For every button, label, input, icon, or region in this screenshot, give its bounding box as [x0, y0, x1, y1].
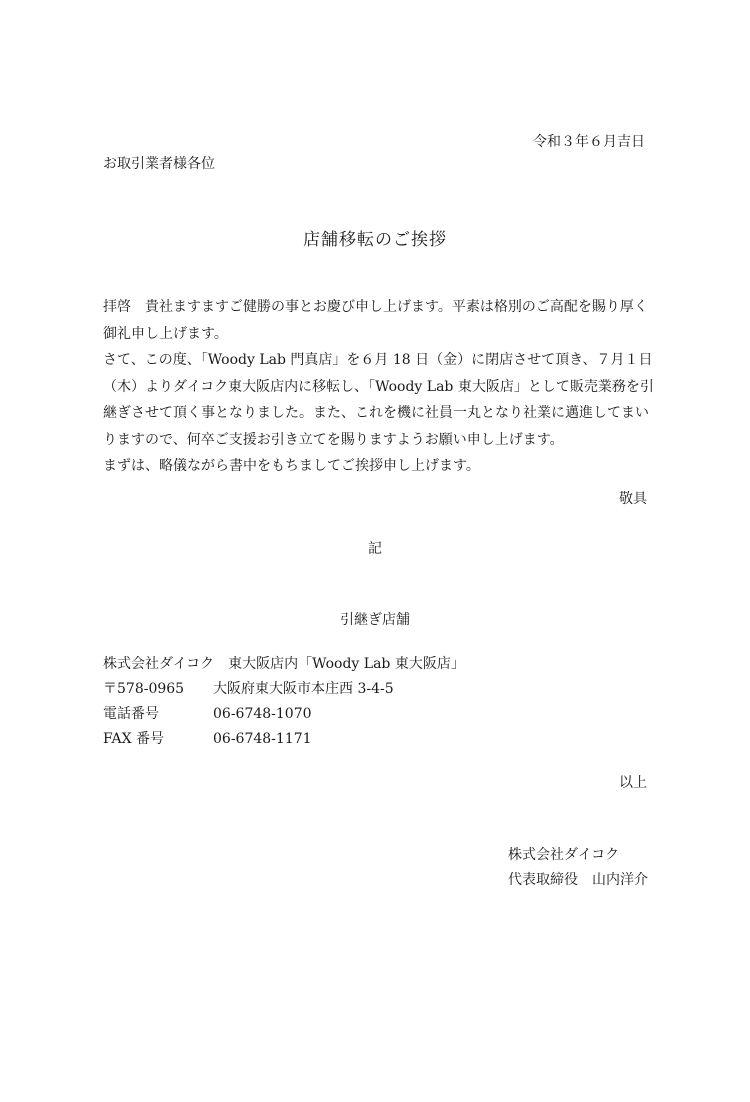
phone-label: 電話番号 [103, 706, 159, 722]
body-line: 御礼申し上げます。 [103, 325, 228, 342]
body-line: りますので、何卒ご支援お引き立てを賜りますようお願い申し上げます。 [103, 431, 564, 448]
body-line: （木）よりダイコク東大阪店内に移転し、「Woody Lab 東大阪店」として販売業務を引 [103, 378, 654, 395]
body-line: さて、この度、「Woody Lab 門真店」を６月 18 日（金）に閉店させて頂き、７月１日 [103, 352, 653, 368]
ki-mark: 記 [368, 541, 382, 557]
signature-company: 株式会社ダイコク [508, 847, 620, 863]
end-mark: 以上 [619, 775, 647, 791]
fax-number: 06-6748-1171 [213, 731, 312, 747]
fax-label: FAX 番号 [103, 731, 165, 747]
postal-row [103, 677, 394, 701]
store-name: 株式会社ダイコク 東大阪店内「Woody Lab 東大阪店」 [103, 656, 465, 672]
fax-row [103, 727, 312, 751]
address: 大阪府東大阪市本庄西 3-4-5 [213, 681, 394, 697]
document-title: 店舗移転のご挨拶 [303, 230, 447, 250]
phone-number: 06-6748-1070 [213, 706, 312, 722]
document-date: 令和３年６月吉日 [533, 134, 645, 150]
postal-code: 〒578-0965 [103, 681, 185, 697]
body-line: 継ぎさせて頂く事となりました。また、これを機に社員一丸となり社業に邁進してまい [103, 405, 649, 421]
body-line: 拝啓 貴社ますますご健勝の事とお慶び申し上げます。平素は格別のご高配を賜り厚く [103, 299, 648, 315]
body-line: まずは、略儀ながら書中をもちましてご挨拶申し上げます。 [103, 458, 480, 474]
letter-body [103, 294, 654, 480]
signature-representative: 代表取締役 山内洋介 [508, 872, 648, 888]
store-heading: 引継ぎ店舗 [340, 612, 410, 628]
phone-row [103, 702, 312, 726]
closing-keigu: 敬具 [619, 491, 647, 507]
recipient: お取引業者様各位 [103, 156, 215, 172]
